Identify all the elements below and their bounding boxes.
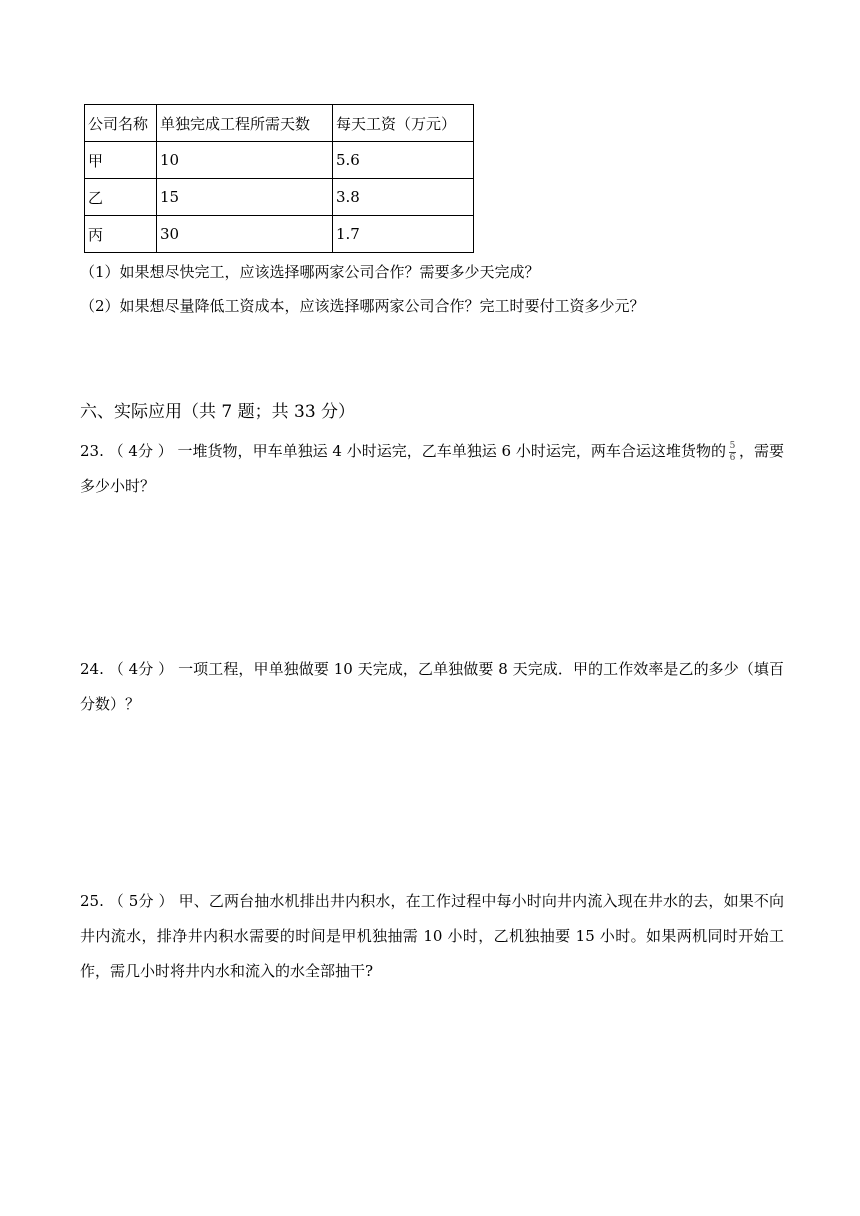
table-cell: 3.8 [333, 179, 474, 216]
subquestion-1: （1）如果想尽快完工，应该选择哪两家公司合作？需要多少天完成？ [80, 263, 540, 281]
table-row [85, 142, 474, 179]
table-cell: 1.7 [333, 216, 474, 253]
question-23-text-end: ，需要多少小时？ [80, 442, 784, 495]
table-cell: 甲 [85, 142, 157, 179]
section-title: 六、实际应用（共 7 题；共 33 分） [80, 402, 356, 422]
fraction-five-sixths [729, 442, 736, 463]
question-23-text: 23. （ 4分 ） 一堆货物，甲车单独运 4 小时运完，乙车单独运 6 小时运完，两车合运这堆货物的 [80, 442, 726, 460]
fraction-numerator: 5 [729, 440, 736, 451]
subquestion-2: （2）如果想尽量降低工资成本，应该选择哪两家公司合作？完工时要付工资多少元？ [80, 297, 645, 315]
company-table [84, 104, 474, 253]
table-cell: 5.6 [333, 142, 474, 179]
table-header-cell: 公司名称 [85, 105, 157, 142]
table-cell: 10 [157, 142, 333, 179]
table-row [85, 216, 474, 253]
question-25: 25. （ 5分 ） 甲、乙两台抽水机排出井内积水，在工作过程中每小时向井内流入现在井水的去，如果不向井内流水，排净井内积水需要的时间是甲机独抽需 10 小时，乙机独抽要 15 小时。如果两机同时开始工作，需几小时将井内水和流入的水全部抽干? [80, 892, 784, 980]
table-header-cell: 每天工资（万元） [333, 105, 474, 142]
question-24: 24. （ 4分 ） 一项工程，甲单独做要 10 天完成，乙单独做要 8 天完成．甲的工作效率是乙的多少（填百分数）？ [80, 660, 784, 713]
fraction-denominator: 6 [729, 452, 736, 463]
table-header-row [85, 105, 474, 142]
table-cell: 15 [157, 179, 333, 216]
table-header-cell: 单独完成工程所需天数 [157, 105, 333, 142]
table-row [85, 179, 474, 216]
table-cell: 30 [157, 216, 333, 253]
question-23 [80, 434, 784, 504]
table-cell: 丙 [85, 216, 157, 253]
table-cell: 乙 [85, 179, 157, 216]
